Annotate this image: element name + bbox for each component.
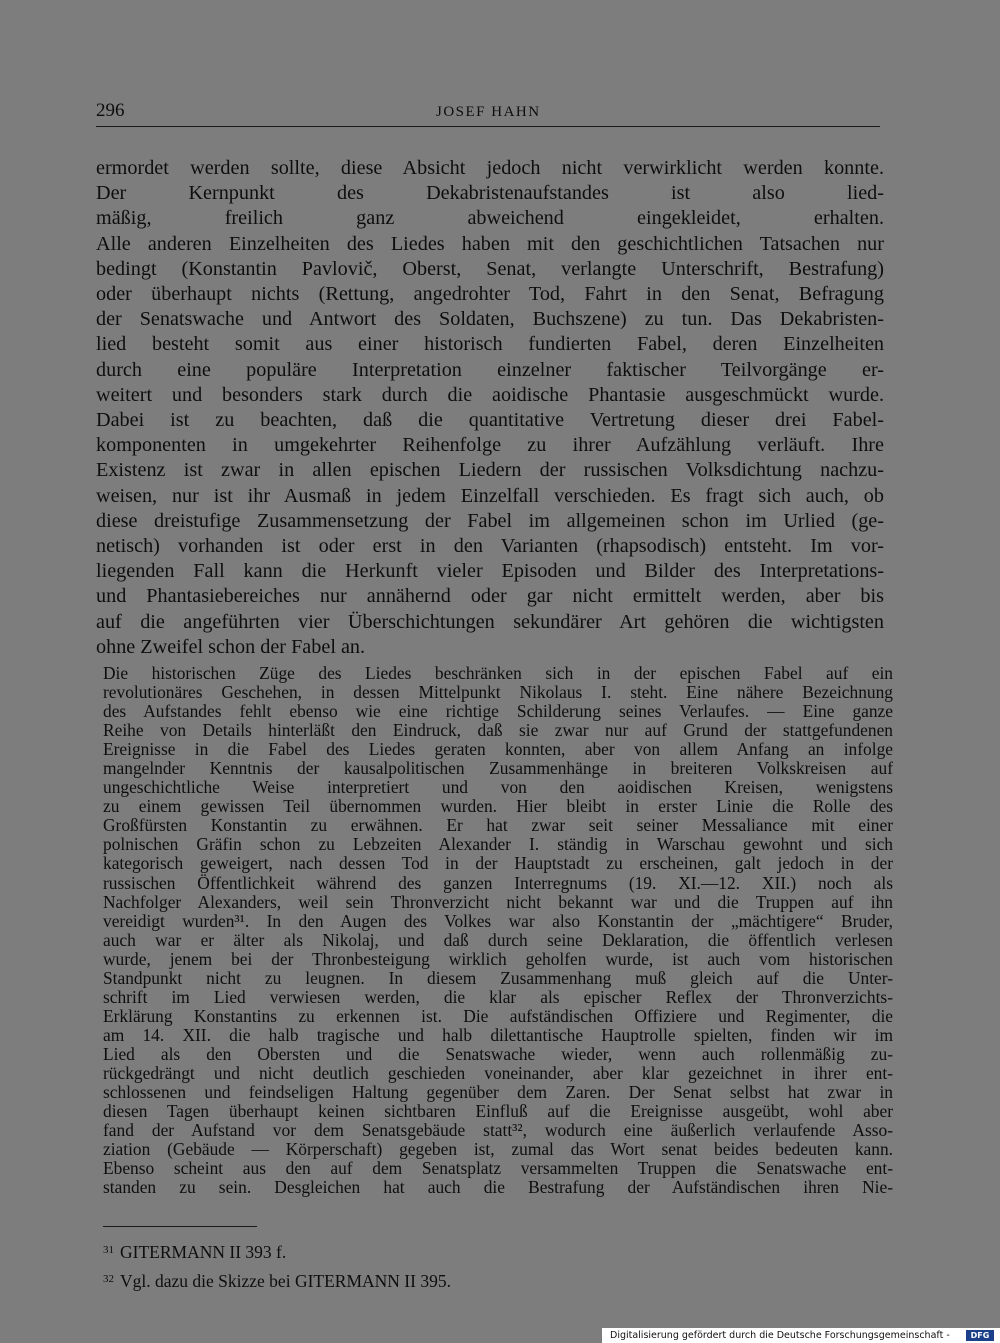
text-line: weisen, nur ist ihr Ausmaß in jedem Einzelfall verschieden. Es fragt sich auch, ob <box>96 484 884 507</box>
text-line: kategorisch geweigert, nach dessen Tod in der Hauptstadt zu erscheinen, galt jedoch in der <box>103 853 893 874</box>
footnote-rule <box>103 1226 257 1227</box>
dfg-logo[interactable]: DFG <box>966 1330 994 1341</box>
text-line: schlossenen und feindseligen Haltung gegenüber dem Zaren. Der Senat selbst hat zwar in <box>103 1082 893 1103</box>
text-line: komponenten in umgekehrter Reihenfolge zu ihrer Aufzählung verläuft. Ihre <box>96 434 884 457</box>
page-header <box>96 98 880 128</box>
text-line: diese dreistufige Zusammensetzung der Fabel im allgemeinen schon im Urlied (ge- <box>96 509 884 532</box>
text-line: bedingt (Konstantin Pavlovič, Oberst, Senat, verlangte Unterschrift, Bestrafung) <box>96 257 884 280</box>
text-line: und Phantasiebereiches nur annähernd oder gar nicht ermittelt werden, aber bis <box>96 585 884 608</box>
page-number: 296 <box>96 100 125 121</box>
text-line: ziation (Gebäude — Körperschaft) gegeben ist, zumal das Wort senat beides bedeuten kann. <box>103 1139 893 1160</box>
dfg-credit-text: Digitalisierung gefördert durch die Deutsche Forschungsgemeinschaft - <box>610 1330 950 1341</box>
small-text-block <box>103 664 893 1197</box>
text-line: wurde, jenem bei der Thronbesteigung wirklich geholfen wurde, ist auch vom historischen <box>103 948 893 969</box>
text-line: durch eine populäre Interpretation einzelner faktischer Teilvorgänge er- <box>96 358 884 381</box>
text-line: Reihe von Details hinterläßt den Eindruck, daß sie zwar nur auf Grund der stattgefundenen <box>103 720 893 741</box>
text-line: revolutionäres Geschehen, in dessen Mittelpunkt Nikolaus I. steht. Eine nähere Bezeichnung <box>103 682 893 703</box>
text-line: lied besteht somit aus einer historisch fundierten Fabel, deren Einzelheiten <box>96 333 884 356</box>
text-line: oder überhaupt nichts (Rettung, angedrohter Tod, Fahrt in den Senat, Befragung <box>96 283 884 306</box>
text-line: vereidigt wurden³¹. In den Augen des Volkes war also Konstantin der „mächtigere“ Bruder, <box>103 910 893 931</box>
text-line: fand der Aufstand vor dem Senatsgebäude statt³², wodurch eine äußerlich verlaufende Asso- <box>103 1120 893 1141</box>
text-line: ermordet werden sollte, diese Absicht jedoch nicht verwirklicht werden konnte. <box>96 157 884 179</box>
text-line: Lied als den Obersten und die Senatswache wieder, wenn auch rollenmäßig zu- <box>103 1043 893 1064</box>
text-line: Die historischen Züge des Liedes beschränken sich in der epischen Fabel auf ein <box>103 663 893 683</box>
footnotes <box>103 1237 703 1295</box>
text-line: mäßig, freilich ganz abweichend eingekleidet, erhalten. <box>96 207 884 230</box>
text-line: diesen Tagen überhaupt keinen sichtbaren Einfluß auf die Ereignisse ausgeübt, wohl aber <box>103 1101 893 1122</box>
text-line: netisch) vorhanden ist oder erst in den Varianten (rhapsodisch) entsteht. Im vor- <box>96 535 884 558</box>
text-line: Erklärung Konstantins zu erkennen ist. Die aufständischen Offiziere und Regimenter, die <box>103 1005 893 1026</box>
text-line: Ebenso scheint aus den auf dem Senatsplatz versammelten Truppen die Senatswache ent- <box>103 1158 893 1179</box>
text-line: ohne Zweifel schon der Fabel an. <box>96 635 366 658</box>
main-text-block <box>96 156 884 660</box>
text-line: der Senatswache und Antwort des Soldaten, Buchszene) zu tun. Das Dekabristen- <box>96 308 884 331</box>
text-line: Alle anderen Einzelheiten des Liedes haben mit den geschichtlichen Tatsachen nur <box>96 232 884 255</box>
text-line: Der Kernpunkt des Dekabristenaufstandes ist also lied- <box>96 182 884 205</box>
running-head: JOSEF HAHN <box>436 104 541 120</box>
footnote-text: Vgl. dazu die Skizze bei GITERMANN II 395. <box>120 1271 451 1291</box>
text-line: Nachfolger Alexanders, weil sein Thronverzicht nicht bekannt war und die Truppen auf ihn <box>103 891 893 912</box>
text-line: weitert und besonders stark durch die aoidische Phantasie ausgeschmückt wurde. <box>96 383 884 406</box>
dfg-credit-bar[interactable] <box>602 1328 1000 1343</box>
text-line: am 14. XII. die halb tragische und halb dilettantische Hauptrolle spielten, finden wir im <box>103 1024 893 1045</box>
text-line: schrift im Lied verwiesen werden, die klar als epischer Reflex der Thronverzichts- <box>103 986 893 1007</box>
text-line: rückgedrängt und nicht deutlich geschieden voneinander, aber klar gezeichnet in ihrer ent- <box>103 1062 893 1083</box>
text-line: Ereignisse in die Fabel des Liedes geraten konnten, aber von allem Anfang an infolge <box>103 739 893 760</box>
text-line: des Aufstandes fehlt ebenso wie eine richtige Schilderung seines Verlaufes. — Eine ganze <box>103 701 893 722</box>
text-line: polnischen Gräfin schon zu Lebzeiten Alexander I. ständig in Warschau gewohnt und sich <box>103 834 893 855</box>
text-line: zu einem gewissen Teil übernommen wurden. Hier bleibt in erster Linie die Rolle des <box>103 796 893 817</box>
text-line: liegenden Fall kann die Herkunft vieler Episoden und Bilder des Interpretations- <box>96 560 884 583</box>
text-line: russischen Öffentlichkeit während des ganzen Interregnums (19. XI.—12. XII.) noch als <box>103 872 893 893</box>
footnote-mark: 32 <box>103 1273 114 1285</box>
footnote-32 <box>103 1266 703 1295</box>
footnote-mark: 31 <box>103 1244 114 1256</box>
text-line: auf die angeführten vier Überschichtungen sekundärer Art gehören die wichtigsten <box>96 610 884 633</box>
text-line: Dabei ist zu beachten, daß die quantitative Vertretung dieser drei Fabel- <box>96 409 884 432</box>
footnote-31 <box>103 1237 703 1266</box>
text-line: standen zu sein. Desgleichen hat auch die Bestrafung der Aufständischen ihren Nie- <box>103 1177 893 1198</box>
text-line: auch war er älter als Nikolaj, und daß durch seine Deklaration, die öffentlich verlesen <box>103 929 893 950</box>
text-line: Standpunkt nicht zu leugnen. In diesem Zusammenhang muß gleich auf die Unter- <box>103 967 893 988</box>
text-line: Großfürsten Konstantin zu erwähnen. Er hat zwar seit seiner Messaliance mit einer <box>103 815 893 836</box>
footnote-text: GITERMANN II 393 f. <box>120 1242 287 1262</box>
text-line: ungeschichtliche Weise interpretiert und von den aoidischen Kreisen, wenigstens <box>103 777 893 798</box>
text-line: Existenz ist zwar in allen epischen Liedern der russischen Volksdichtung nachzu- <box>96 459 884 482</box>
header-rule <box>96 126 880 127</box>
text-line: mangelnder Kenntnis der kausalpolitischen Zusammenhänge in breiteren Volkskreisen auf <box>103 758 893 779</box>
